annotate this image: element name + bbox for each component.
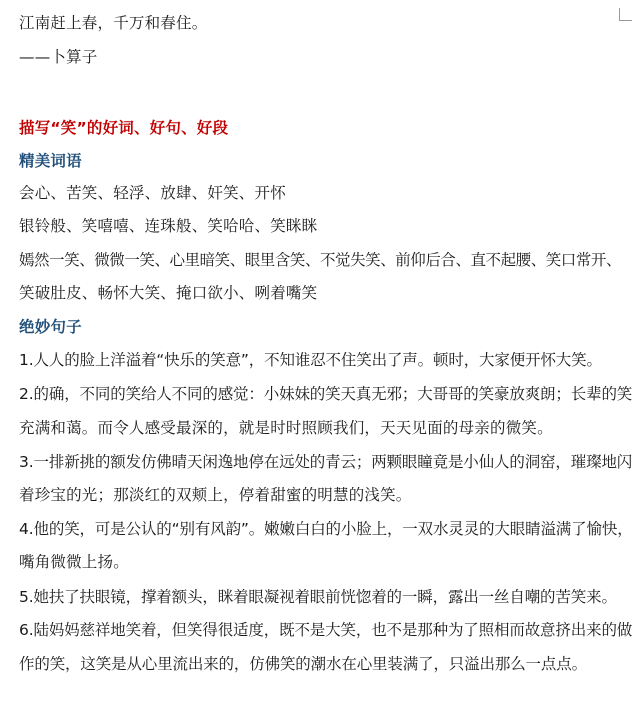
sentence-line: 1.人人的脸上洋溢着“快乐的笑意”，不知谁忍不住笑出了声。顿时，大家便开怀大笑。 [19, 351, 602, 369]
section-title: 描写“笑”的好词、好句、好段 [19, 119, 229, 137]
sentence-line: 6.陆妈妈慈祥地笑着，但笑得很适度，既不是大笑，也不是那种为了照相而故意挤出来的做 [19, 621, 633, 639]
sentence-line: 3.一排新挑的额发仿佛晴天闲逸地停在远处的青云；两颗眼瞳竟是小仙人的洞窑，璀璨地闪 [19, 453, 633, 471]
words-line: 嫣然一笑、微微一笑、心里暗笑、眼里含笑、不觉失笑、前仰后合、直不起腰、笑口常开、 [19, 251, 622, 269]
poem-verse-line: 江南赶上春，千万和春住。 [19, 14, 208, 32]
words-line: 银铃般、笑嘻嘻、连珠般、笑哈哈、笑眯眯 [19, 217, 318, 235]
sentence-line: 作的笑，这笑是从心里流出来的，仿佛笑的潮水在心里装满了，只溢出那么一点点。 [19, 655, 587, 673]
sentences-heading: 绝妙句子 [19, 318, 82, 336]
sentence-line: 嘴角微微上扬。 [19, 553, 129, 571]
words-line: 会心、苦笑、轻浮、放肆、奸笑、开怀 [19, 184, 286, 202]
words-heading: 精美词语 [19, 152, 82, 170]
poem-attribution: ——卜算子 [19, 48, 98, 66]
words-line: 笑破肚皮、畅怀大笑、掩口欲小、咧着嘴笑 [19, 284, 318, 302]
sentence-line: 着珍宝的光；那淡红的双颊上，停着甜蜜的明慧的浅笑。 [19, 486, 412, 504]
page-corner-mark [619, 8, 632, 21]
sentence-line: 2.的确，不同的笑给人不同的感觉：小妹妹的笑天真无邪；大哥哥的笑豪放爽朗；长辈的笑 [19, 385, 633, 403]
sentence-line: 5.她扶了扶眼镜，撑着额头，眯着眼凝视着眼前恍惚着的一瞬，露出一丝自嘲的苦笑来。 [19, 588, 617, 606]
sentence-line: 充满和蔼。而令人感受最深的，就是时时照顾我们，天天见面的母亲的微笑。 [19, 419, 553, 437]
sentence-line: 4.他的笑，可是公认的“别有风韵”。嫩嫩白白的小脸上，一双水灵灵的大眼睛溢满了愉快， [19, 520, 633, 538]
